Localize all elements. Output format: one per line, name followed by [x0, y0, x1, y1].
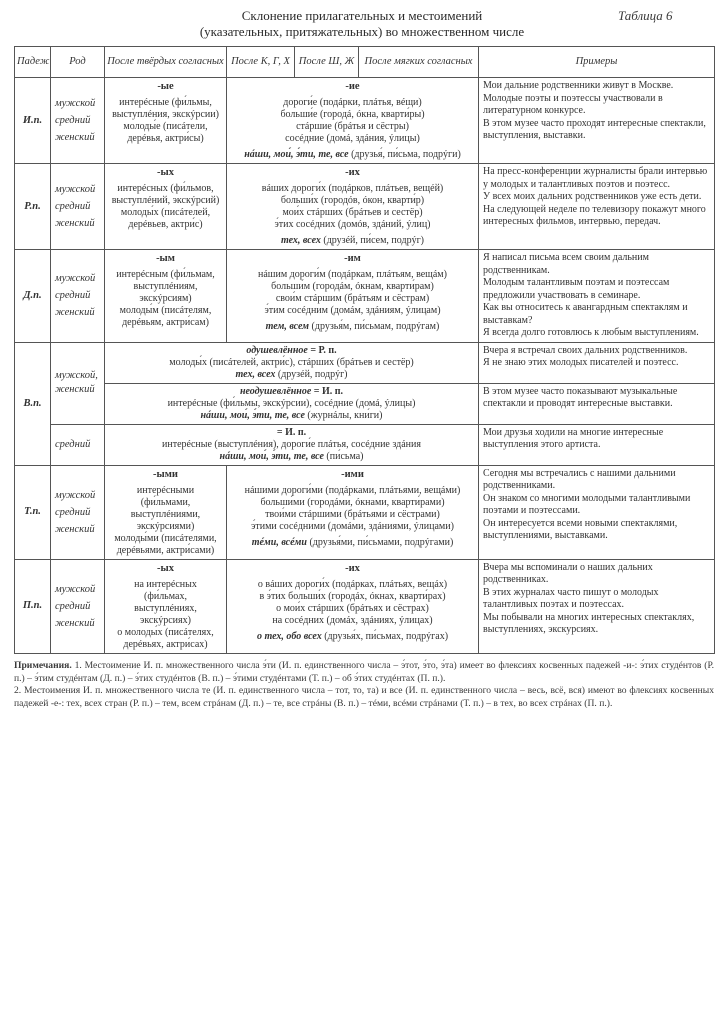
neuter-cell — [105, 424, 479, 465]
hard-endings-cell — [105, 164, 227, 250]
title-line-1: Склонение прилагательных и местоимений — [241, 8, 483, 23]
animate-label: одушевлённое — [246, 344, 308, 356]
soft-example-line: э́тим сосéдним (домáм, здáниям, ýлицам) — [264, 305, 441, 316]
hard-example-line: (фи́льмах, — [144, 590, 187, 602]
gender-label: женский — [55, 132, 95, 143]
pronoun-forms: нáши, мои́, э́ти, те, все — [200, 409, 305, 421]
hard-example-line: дерéвьев, актри́с) — [128, 219, 203, 230]
soft-example-line: нáшими дороги́ми (подáрками, плáтьями, вещáми) — [244, 484, 461, 496]
gender-label: мужской — [55, 184, 96, 195]
table-number: Таблица 6 — [618, 8, 673, 23]
soft-example-line: мои́х стáрших (брáтьев и сестёр) — [282, 207, 423, 218]
hard-example-line: выступлéниям, — [133, 281, 198, 292]
hard-example-line: выступлéниями, — [130, 508, 201, 520]
animate-cell — [105, 342, 479, 383]
case-label: П.п. — [15, 559, 51, 653]
hard-example-line: выступлéния, экскýрсии) — [112, 109, 219, 120]
title-line-2: (указательных, притяжательных) во множественном числе — [199, 24, 525, 39]
hard-example-line: выступлéниях, — [134, 602, 197, 614]
example-sentence: Я всегда долго готовлюсь к любым выступлениям. — [483, 327, 699, 338]
pronoun-forms: нáши, мои́, э́ти, те, все — [219, 450, 324, 462]
example-sentence: Он интересуется всеми новыми спектаклями, выступлениями, выставками. — [483, 517, 678, 541]
example-sentence: Мои дальние родственники живут в Москве. — [483, 80, 674, 91]
gender-cell — [51, 465, 105, 559]
gender-label: женский — [55, 307, 95, 319]
hard-ending: -ые — [157, 81, 174, 92]
example-sentence: Молодые поэты и поэтессы участвовали в литературном конкурсе. — [483, 92, 663, 116]
pronoun-nouns: (пи́сьма) — [326, 450, 364, 462]
pronoun-nouns: (друзéй, пи́сем, подрýг) — [323, 235, 425, 246]
soft-example-line: в э́тих больши́х (городáх, óкнах, кварти́рах) — [259, 590, 446, 602]
gender-label: женский — [55, 218, 95, 229]
inanimate-label: неодушевлённое — [239, 385, 312, 397]
case-label: Т.п. — [15, 465, 51, 559]
declension-table — [14, 46, 715, 654]
note-1 — [14, 660, 714, 685]
pronoun-line — [229, 537, 476, 549]
pronoun-nouns: (друзéй, подрýг) — [277, 368, 348, 380]
hard-endings-cell — [105, 78, 227, 164]
example-sentence: Молодым талантливым поэтам и поэтессам предложили участвовать в семинаре. — [483, 277, 670, 301]
hard-example-line: на интерéсных — [134, 578, 197, 590]
neuter-example: интерéсные (выступлéния), дороги́е плáтья, сосéдние здáния — [162, 438, 421, 450]
table-title — [0, 8, 724, 40]
inanimate-cell — [105, 383, 479, 424]
notes-label: Примечания. — [14, 660, 72, 671]
pronoun-line — [229, 321, 476, 333]
soft-endings-cell — [227, 465, 479, 559]
hard-example-line: молоды́м (писáтелям, — [119, 305, 212, 316]
example-sentence: Сегодня мы встречались с нашими дальними родственниками. — [483, 467, 676, 491]
pronoun-line — [229, 631, 476, 643]
header-gender: Род — [51, 47, 105, 78]
hard-example-line: интерéсными — [136, 484, 195, 496]
example-sentence: Он знаком со многими молодыми талантливыми поэтами и поэтессами. — [483, 492, 691, 516]
soft-ending: -их — [345, 562, 360, 574]
case-row-ins — [15, 465, 715, 559]
case-label: Р.п. — [15, 164, 51, 250]
case-label: И.п. — [15, 78, 51, 164]
example-sentence: Мои друзья ходили на многие интересные выступления этого артиста. — [483, 426, 664, 450]
example-sentence: Я не знаю этих молодых писателей и поэтесс. — [483, 357, 679, 368]
soft-ending: -ие — [345, 81, 360, 92]
animate-equals: = Р. п. — [310, 344, 337, 356]
gender-cell — [51, 559, 105, 653]
gender-label: средний — [55, 290, 91, 302]
hard-endings-cell — [105, 250, 227, 343]
gender-cell-mf: мужской, женский — [51, 342, 105, 424]
examples-cell — [479, 559, 715, 653]
pronoun-forms: нáши, мои́, э́ти, те, все — [244, 149, 349, 160]
example-sentence: Как вы относитесь к авангардным спектаклям и выставкам? — [483, 302, 688, 326]
soft-example-line: дороги́е (подáрки, плáтья, вéщи) — [283, 97, 422, 108]
hard-ending: -ыми — [153, 468, 178, 480]
gender-cell — [51, 164, 105, 250]
inanimate-pronouns — [107, 410, 476, 422]
soft-example-line: на сосéдних (домáх, здáниях, ýлицах) — [272, 614, 433, 626]
examples-cell — [479, 342, 715, 383]
example-sentence: У всех моих дальних родственников уже есть дети. — [483, 191, 702, 202]
neuter-equals: = И. п. — [276, 426, 307, 438]
header-kgh: После К, Г, Х — [227, 47, 295, 78]
hard-endings-cell — [105, 559, 227, 653]
pronoun-forms: о тех, обо всех — [256, 630, 322, 642]
hard-example-line: о молоды́х (писáтелях, — [117, 626, 214, 638]
note-1-text: 1. Местоимение И. п. множественного числа э́ти (И. п. единственного числа – э́тот, э́то, э́та) имеет во флексиях косвенных падежей -и-: э́тих студéнтов (Р. п.) – э́тим студéнтам (Д. п.) – э́тих студéнтов (В. п.) – э́тими студéнтами (Т. п.) – об э́тих студéнтах (П. п.). — [14, 660, 714, 684]
soft-example-line: вáших дороги́х (подáрков, плáтьев, вещéй) — [261, 183, 444, 194]
gender-label: средний — [55, 201, 91, 212]
hard-ending: -ых — [157, 562, 174, 574]
header-case: Падеж — [15, 47, 51, 78]
soft-example-line: больши́ми (городáми, óкнами, кварти́рами) — [260, 496, 445, 508]
hard-example-line: дерéвья, актри́сы) — [127, 133, 204, 144]
gender-cell — [51, 78, 105, 164]
soft-example-line: э́тих сосéдних (домóв, здáний, ýлиц) — [274, 219, 431, 230]
example-sentence: На следующей неделе по телевизору покажут много интересных фильмов, интервью, передач. — [483, 203, 706, 227]
soft-endings-cell — [227, 164, 479, 250]
gender-label: женский — [55, 617, 95, 629]
case-row-acc-inanimate — [15, 383, 715, 424]
examples-cell — [479, 465, 715, 559]
pronoun-line — [229, 235, 476, 247]
gender-label: мужской — [55, 98, 96, 109]
pronoun-forms: тех, всех — [280, 235, 321, 246]
hard-example-line: интерéсных (фи́льмов, — [117, 183, 214, 194]
case-row-acc-neuter — [15, 424, 715, 465]
case-row-gen — [15, 164, 715, 250]
soft-ending: -их — [345, 167, 360, 178]
example-sentence: Я написал письма всем своим дальним родственникам. — [483, 252, 649, 276]
pronoun-forms: тем, всем — [265, 321, 310, 332]
pronoun-line — [229, 149, 476, 161]
hard-example-line: экскýрсиями) — [136, 520, 195, 532]
inanimate-equals: = И. п. — [313, 385, 344, 397]
hard-ending: -ым — [156, 253, 175, 264]
hard-example-line: молоды́ми (писáтелями, — [114, 532, 217, 544]
examples-cell — [479, 383, 715, 424]
soft-example-line: больши́х (городóв, óкон, кварти́р) — [280, 195, 425, 206]
animate-example: молоды́х (писáтелей, актри́с), стáрших (брáтьев и сестёр) — [169, 356, 414, 368]
gender-label: мужской — [55, 583, 96, 595]
example-sentence: В этих журналах часто пишут о молодых талантливых поэтах и поэтессах. — [483, 586, 659, 610]
examples-cell — [479, 424, 715, 465]
soft-example-line: сосéдние (домá, здáния, ýлицы) — [285, 133, 420, 144]
table-wrapper — [14, 46, 714, 654]
soft-endings-cell — [227, 250, 479, 343]
example-sentence: Мы побывали на многих интересных спектаклях, выступлениях, экскурсиях. — [483, 611, 695, 635]
case-label: В.п. — [15, 342, 51, 465]
hard-example-line: интерéсным (фи́льмам, — [116, 269, 215, 280]
header-hard: После твёрдых согласных — [105, 47, 227, 78]
soft-endings-cell — [227, 559, 479, 653]
examples-cell — [479, 250, 715, 343]
pronoun-nouns: (друзья́ми, пи́сьмами, подрýгами) — [309, 536, 454, 548]
pronoun-nouns: (друзья́м, пи́сьмам, подрýгам) — [311, 321, 440, 332]
pronoun-nouns: (друзья́х, пи́сьмах, подрýгах) — [324, 630, 449, 642]
pronoun-nouns: (друзья́, пи́сьма, подрýги) — [351, 149, 461, 160]
soft-example-line: больши́е (городá, óкна, кварти́ры) — [280, 109, 425, 120]
gender-cell-n: средний — [51, 424, 105, 465]
example-sentence: В этом музее часто показывают музыкальные спектакли и проводят интересные выставки. — [483, 385, 678, 409]
animate-pronouns — [107, 369, 476, 381]
gender-label: средний — [55, 115, 91, 126]
hard-example-line: выступлéний, экскýрсий) — [111, 195, 220, 206]
inanimate-example: интерéсные (фи́льмы, экскýрсии), сосéдние (домá, ýлицы) — [167, 397, 416, 409]
hard-ending: -ых — [157, 167, 174, 178]
case-row-prep — [15, 559, 715, 653]
gender-label: средний — [55, 600, 91, 612]
soft-example-line: твои́ми стáршими (брáтьями и сёстрами) — [265, 508, 440, 520]
example-sentence: В этом музее часто проходят интересные спектакли, выступления, выставки. — [483, 117, 706, 141]
example-sentence: На пресс-конференции журналисты брали интервью у молодых и талантливых поэтов и поэтесс. — [483, 166, 708, 190]
header-row — [15, 47, 715, 78]
hard-example-line: дерéвьями, актри́сами) — [116, 544, 215, 556]
header-shzh: После Ш, Ж — [295, 47, 359, 78]
gender-label: мужской — [55, 273, 96, 285]
hard-example-line: молоды́е (писáтели, — [123, 121, 208, 132]
animate-heading — [107, 345, 476, 357]
soft-example-line: стáршие (брáтья и сёстры) — [296, 121, 409, 132]
notes — [14, 660, 714, 710]
inanimate-heading — [107, 386, 476, 398]
hard-endings-cell — [105, 465, 227, 559]
header-soft: После мягких согласных — [359, 47, 479, 78]
hard-example-line: (фи́льмами, — [140, 496, 191, 508]
gender-label: средний — [55, 506, 91, 518]
hard-example-line: дерéвьям, актри́сам) — [122, 317, 209, 328]
soft-example-line: свои́м стáршим (брáтьям и сёстрам) — [275, 293, 430, 304]
case-label: Д.п. — [15, 250, 51, 343]
soft-example-line: больши́м (городáм, óкнам, кварти́рам) — [271, 281, 434, 292]
examples-cell — [479, 78, 715, 164]
soft-ending: -ими — [341, 468, 364, 480]
case-row-nom — [15, 78, 715, 164]
neuter-pronouns — [107, 451, 476, 463]
hard-example-line: экскýрсиям) — [139, 293, 192, 304]
soft-ending: -им — [344, 253, 361, 264]
pronoun-nouns: (журнáлы, кни́ги) — [307, 409, 383, 421]
soft-example-line: о вáших дороги́х (подáрках, плáтьях, вещáх) — [257, 578, 448, 590]
soft-example-line: э́тими сосéдними (домáми, здáниями, ýлицами) — [251, 520, 454, 532]
example-sentence: Вчера я встречал своих дальних родственников. — [483, 344, 688, 356]
hard-example-line: молоды́х (писáтелей, — [120, 207, 211, 218]
soft-example-line: нáшим дороги́м (подáркам, плáтьям, вещáм) — [258, 269, 447, 280]
soft-example-line: о мои́х стáрших (брáтьях и сёстрах) — [276, 602, 429, 614]
pronoun-forms: тéми, всéми — [251, 536, 307, 548]
case-row-acc-animate — [15, 342, 715, 383]
note-2: 2. Местоимения И. п. множественного числа те (И. п. единственного числа – тот, то, та) и все (И. п. единственного числа – весь, всё, вся) имеют во флексиях косвенных падежей -е-: тех, всех стран (Р. п.) – тем, всем стрáнам (Д. п.) – те, все стрáны (В. п.) – тéми, всéми стрáнами (Т. п.) – в тех, во всех стрáнах (П. п.). — [14, 685, 714, 709]
case-row-dat — [15, 250, 715, 343]
pronoun-forms: тех, всех — [235, 368, 276, 380]
hard-example-line: экскýрсиях) — [140, 614, 191, 626]
header-examples: Примеры — [479, 47, 715, 78]
soft-endings-cell — [227, 78, 479, 164]
examples-cell — [479, 164, 715, 250]
gender-label: мужской — [55, 489, 96, 501]
gender-label: женский — [55, 523, 95, 535]
hard-example-line: дерéвьях, актри́сах) — [123, 638, 208, 650]
example-sentence: Вчера мы вспоминали о наших дальних родственниках. — [483, 561, 653, 585]
hard-example-line: интерéсные (фи́льмы, — [119, 97, 212, 108]
gender-cell — [51, 250, 105, 343]
